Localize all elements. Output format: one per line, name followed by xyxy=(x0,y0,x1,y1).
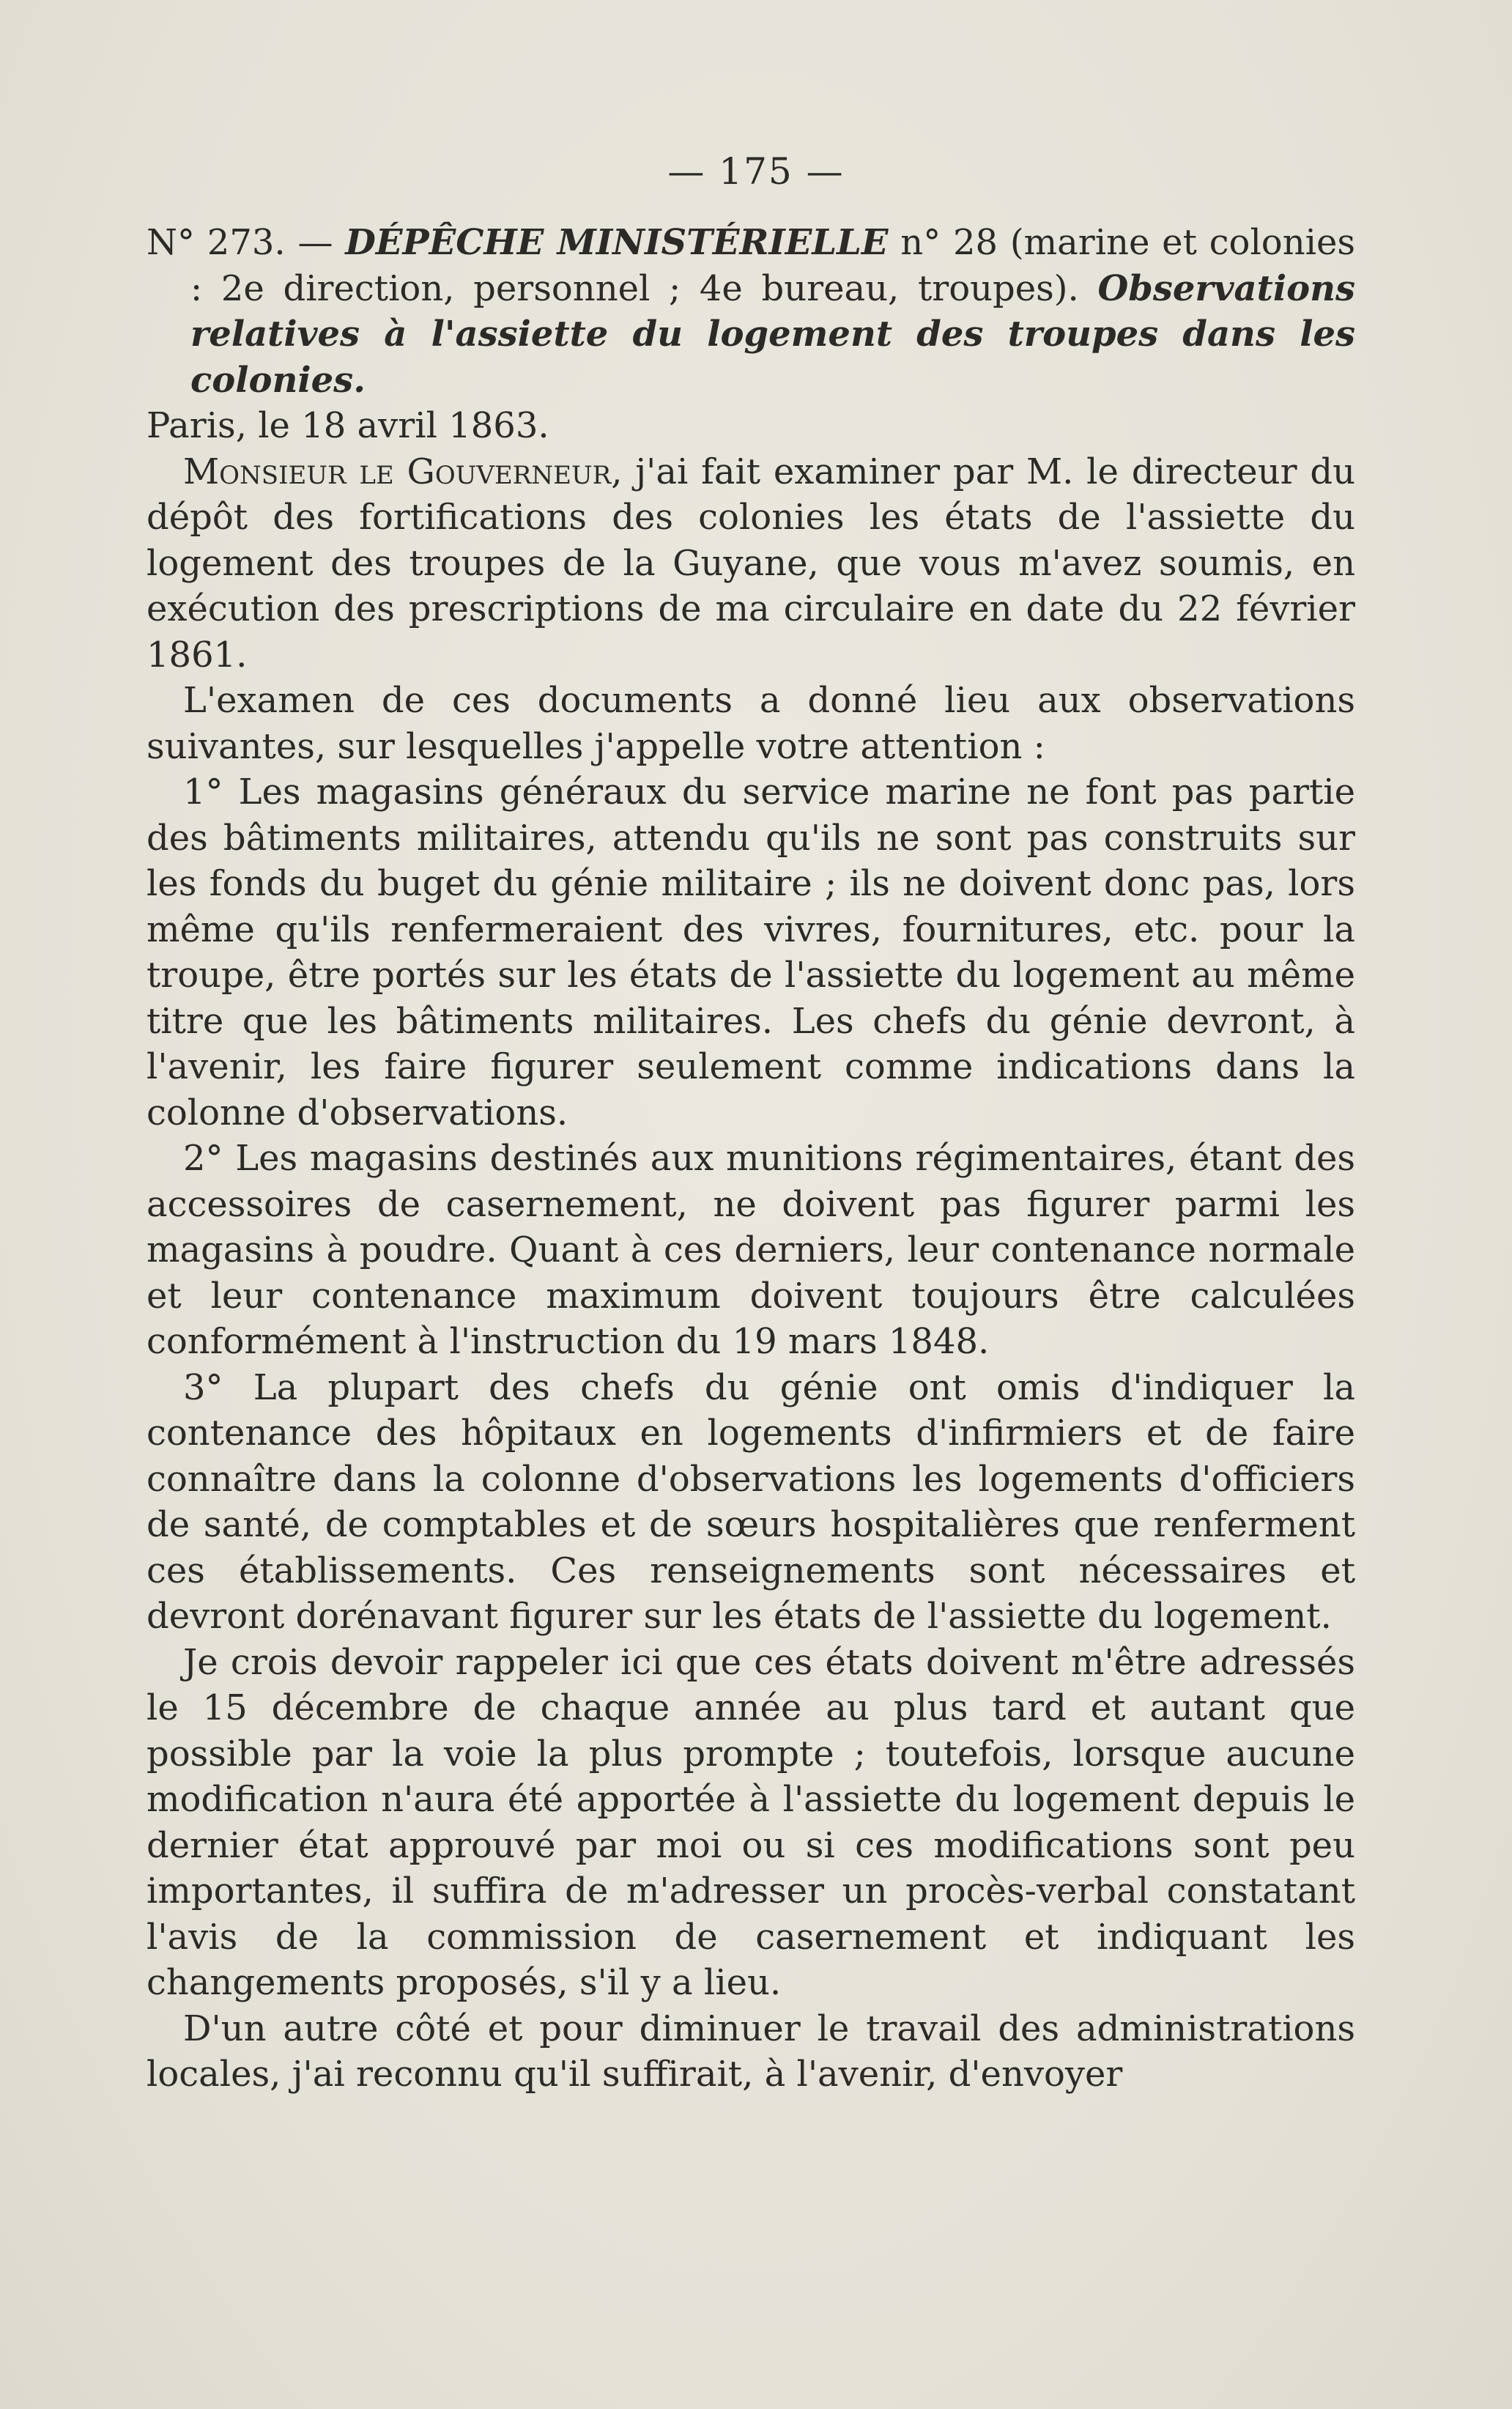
document-body xyxy=(147,220,1355,2098)
paragraph-3: 1° Les magasins généraux du service marine ne font pas partie des bâtiments militaires, attendu qu'ils ne sont pas construits sur les fonds du buget du génie militaire ; ils ne doivent donc pas, lors même qu'ils renfermeraient des vivres, fournitures, etc. pour la troupe, être portés sur les états de l'assiette du logement au même titre que les bâtiments militaires. Les chefs du génie devront, à l'avenir, les faire figurer seulement comme indications dans la colonne d'observations. xyxy=(147,771,1355,1133)
date-line: Paris, le 18 avril 1863. xyxy=(147,405,549,446)
paragraph-1-text: , j'ai fait examiner par M. le directeur du dépôt des fortifications des colonies les états de l'assiette du logement des troupes de la Guyane, que vous m'avez soumis, en exécution des prescriptions de ma circulaire en date du 22 février 1861. xyxy=(147,451,1355,676)
paragraph-6: Je crois devoir rappeler ici que ces états doivent m'être adressés le 15 décembre de chaque année au plus tard et autant que possible par la voie la plus prompte ; toutefois, lorsque aucune modification n'aura été apportée à l'assiette du logement depuis le dernier état approuvé par moi ou si ces modifications sont peu importantes, il suffira de m'adresser un procès-verbal constatant l'avis de la commission de casernement et indiquant les changements proposés, s'il y a lieu. xyxy=(147,1641,1355,2003)
dispatch-reference: n° 28 (marine et colonies : 2e direction, personnel ; 4e bureau, troupes). xyxy=(190,222,1355,309)
page-number: — 175 — xyxy=(667,150,845,193)
dispatch-heading xyxy=(147,220,1355,403)
dispatch-title: DÉPÊCHE MINISTÉRIELLE xyxy=(345,222,889,263)
salutation: Monsieur le Gouverneur xyxy=(183,451,612,492)
paragraph-4: 2° Les magasins destinés aux munitions régimentaires, étant des accessoires de casernement, ne doivent pas figurer parmi les magasins à poudre. Quant à ces derniers, leur contenance normale et leur contenance maximum doivent toujours être calculées conformément à l'instruction du 19 mars 1848. xyxy=(147,1138,1355,1362)
dispatch-number: N° 273. — xyxy=(147,222,346,263)
paragraph-2: L'examen de ces documents a donné lieu aux observations suivantes, sur lesquelles j'appelle votre attention : xyxy=(147,680,1355,767)
paragraph-1 xyxy=(147,449,1355,678)
paragraph-5: 3° La plupart des chefs du génie ont omis d'indiquer la contenance des hôpitaux en logements d'infirmiers et de faire connaître dans la colonne d'observations les logements d'officiers de santé, de comptables et de sœurs hospitalières que renferment ces établissements. Ces renseignements sont nécessaires et devront dorénavant figurer sur les états de l'assiette du logement. xyxy=(147,1366,1355,1637)
paragraph-7: D'un autre côté et pour diminuer le travail des administrations locales, j'ai reconnu qu'il suffirait, à l'avenir, d'envoyer xyxy=(147,2008,1355,2095)
dispatch-subject: Observations relatives à l'assiette du logement des troupes dans les colonies. xyxy=(190,267,1355,401)
